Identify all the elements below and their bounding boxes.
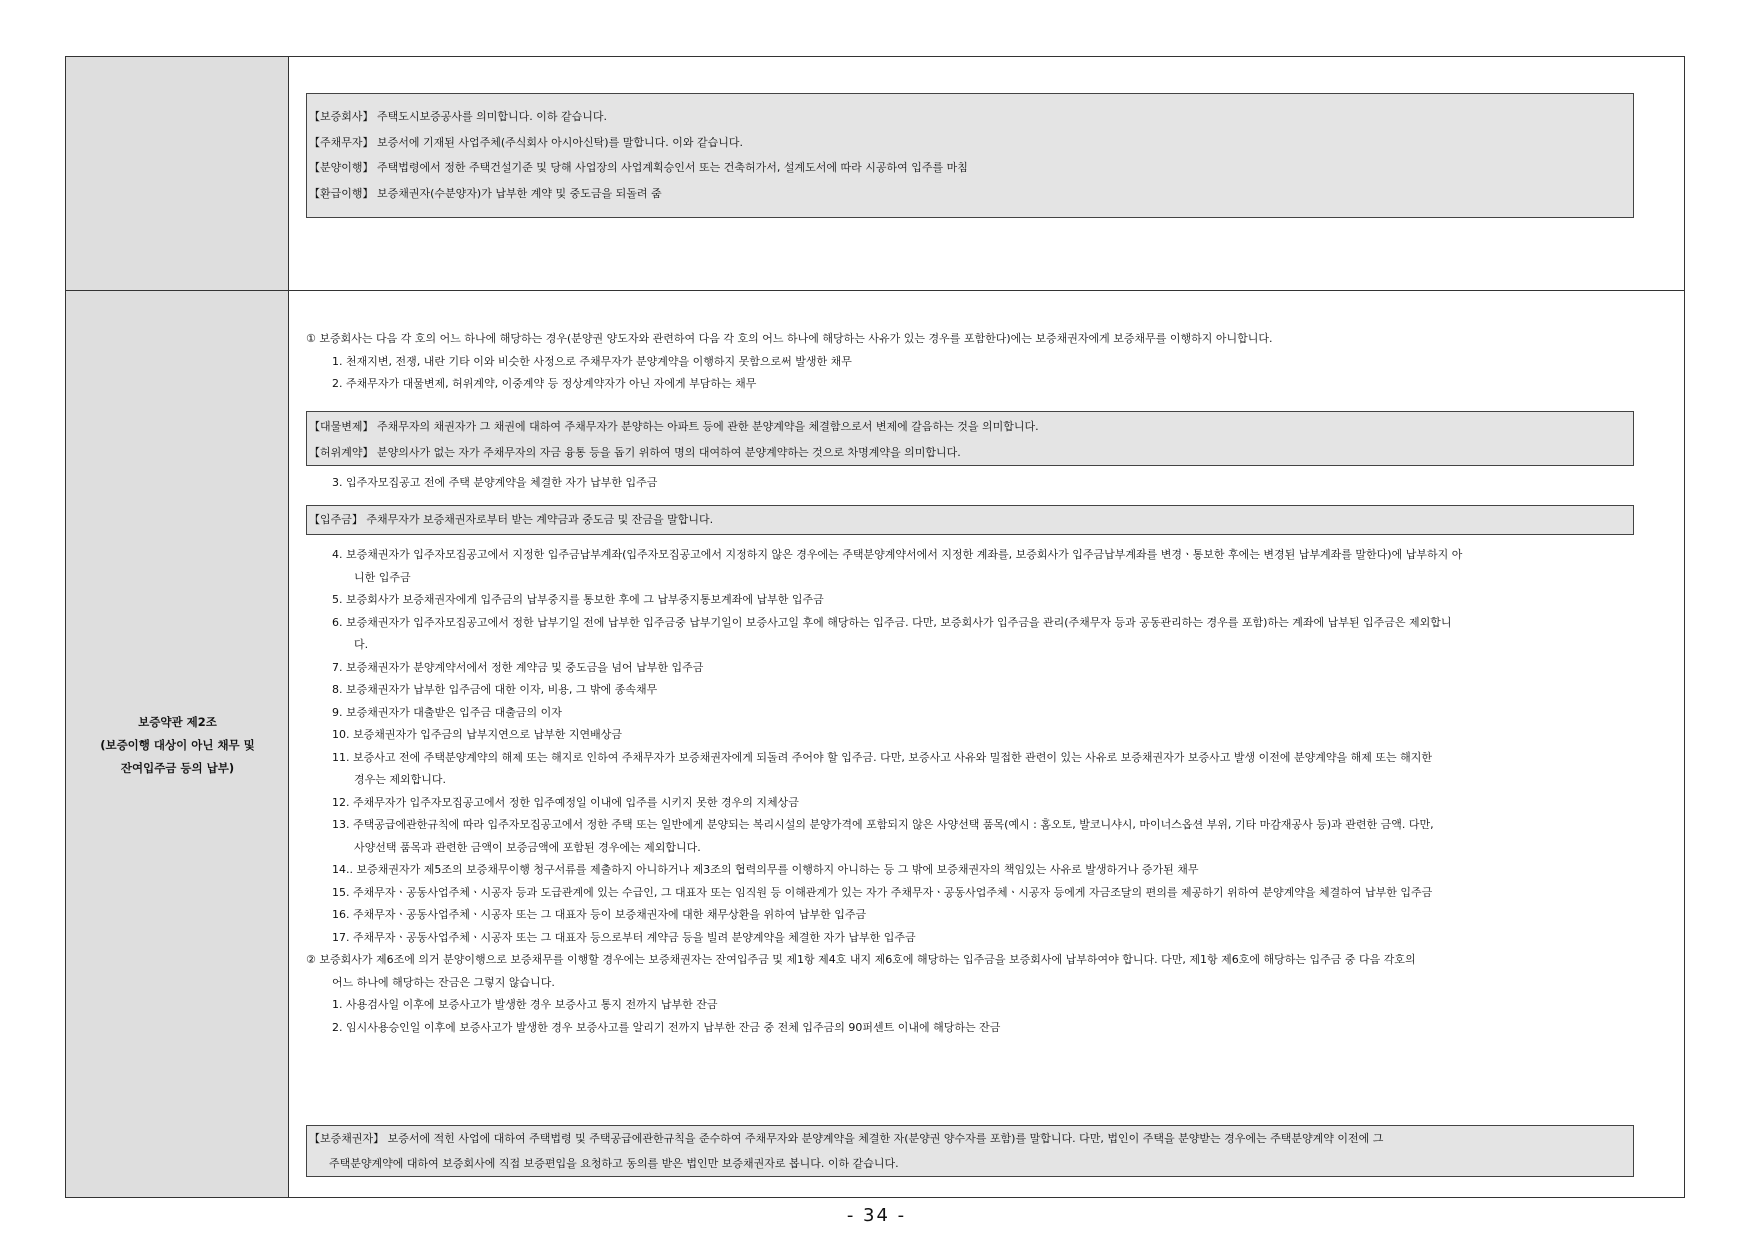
list-item: 6. 보증채권자가 입주자모집공고에서 정한 납부기일 전에 납부한 입주금중 납부기일이 보증사고일 후에 해당하는 입주금. 다만, 보증회사가 입주금을 관리(주채무자 등과 공동관리하는 경우를 포함)하는 계좌에 납부된 입주금은 제외합니 xyxy=(332,615,1452,629)
list-item: 9. 보증채권자가 대출받은 입주금 대출금의 이자 xyxy=(332,705,562,719)
paragraph-item-3 xyxy=(306,472,1674,495)
list-item: 14.. 보증채권자가 제5조의 보증채무이행 청구서류를 제출하지 아니하거나 제3조의 협력의무를 이행하지 아니하는 등 그 밖에 보증채권자의 책임있는 사유로 발생하거나 증가된 채무 xyxy=(332,863,1199,876)
list-item: 1. 사용검사일 이후에 보증사고가 발생한 경우 보증사고 통지 전까지 납부한 잔금 xyxy=(332,998,718,1011)
article-subtitle-line: 잔여입주금 등의 납부) xyxy=(120,761,235,775)
list-item: 7. 보증채권자가 분양계약서에서 정한 계약금 및 중도금을 넘어 납부한 입주금 xyxy=(332,660,704,674)
list-item: 4. 보증채권자가 입주자모집공고에서 지정한 입주금납부계좌(입주자모집공고에서 지정하지 않은 경우에는 주택분양계약서에서 지정한 계좌를, 보증회사가 입주금납부계좌를 변경ㆍ통보한 후에는 변경된 납부계좌를 말한다)에 납부하지 아 xyxy=(332,548,1463,561)
definition-line: 【주채무자】 보증서에 기재된 사업주체(주식회사 아시아신탁)를 말합니다. 이와 같습니다. xyxy=(309,135,743,149)
definition-box xyxy=(306,505,1634,535)
terms-table xyxy=(65,56,1685,1198)
list-item: 10. 보증채권자가 입주금의 납부지연으로 납부한 지연배상금 xyxy=(332,728,622,741)
definition-box xyxy=(306,93,1634,218)
list-item: 12. 주채무자가 입주자모집공고에서 정한 입주예정일 이내에 입주를 시키지 못한 경우의 지체상금 xyxy=(332,795,799,809)
article-title-line: 보증약관 제2조 xyxy=(138,715,217,729)
paragraph-intro: ① 보증회사는 다음 각 호의 어느 하나에 해당하는 경우(분양권 양도자와 관련하여 다음 각 호의 어느 하나에 해당하는 사유가 있는 경우를 포함한다)에는 보증채권자에게 보증채무를 이행하지 아니합니다. xyxy=(306,332,1273,345)
definition-line: 【분양이행】 주택법령에서 정한 주택건설기준 및 당해 사업장의 사업계획승인서 또는 건축허가서, 설계도서에 따라 시공하여 입주를 마침 xyxy=(309,161,968,174)
article-2-row xyxy=(66,291,1684,1197)
definition-line: 【대물변제】 주채무자의 채권자가 그 채권에 대하여 주채무자가 분양하는 아파트 등에 관한 분양계약을 체결함으로서 변제에 갈음하는 것을 의미합니다. xyxy=(309,420,1039,433)
paragraph-2: ② 보증회사가 제6조에 의거 분양이행으로 보증채무를 이행할 경우에는 보증채권자는 잔여입주금 및 제1항 제4호 내지 제6호에 해당하는 입주금을 보증회사에 납부하여야 합니다. 다만, 제1항 제6호에 해당하는 입주금 중 다음 각호의 xyxy=(306,953,1416,966)
article-label-cell xyxy=(66,291,289,1197)
list-item: 13. 주택공급에관한규칙에 따라 입주자모집공고에서 정한 주택 또는 일반에게 분양되는 복리시설의 분양가격에 포함되지 않은 사양선택 품목(예시 : 홈오토, 발코니샤시, 마이너스옵션 부위, 기타 마감재공사 등)과 관련한 금액. 다만, xyxy=(332,818,1434,831)
definition-line: 【보증채권자】 보증서에 적힌 사업에 대하여 주택법령 및 주택공급에관한규칙을 준수하여 주채무자와 분양계약을 체결한 자(분양권 양수자를 포함)를 말합니다. 다만, 법인이 주택을 분양받는 경우에는 주택분양계약 이전에 그 xyxy=(309,1132,1384,1145)
row-label-cell xyxy=(66,57,289,290)
list-item: 16. 주채무자ㆍ공동사업주체ㆍ시공자 또는 그 대표자 등이 보증채권자에 대한 채무상환을 위하여 납부한 입주금 xyxy=(332,908,867,921)
list-item: 17. 주채무자ㆍ공동사업주체ㆍ시공자 또는 그 대표자 등으로부터 계약금 등을 빌려 분양계약을 체결한 자가 납부한 입주금 xyxy=(332,930,916,944)
row-content-cell xyxy=(290,57,1684,290)
definition-line: 【허위계약】 분양의사가 없는 자가 주채무자의 자금 융통 등을 돕기 위하여 명의 대여하여 분양계약하는 것으로 차명계약을 의미합니다. xyxy=(309,446,961,459)
list-item-continuation: 사양선택 품목과 관련한 금액이 보증금액에 포함된 경우에는 제외합니다. xyxy=(354,840,701,854)
list-item: 1. 천재지변, 전쟁, 내란 기타 이와 비슷한 사정으로 주채무자가 분양계약을 이행하지 못함으로써 발생한 채무 xyxy=(332,354,852,368)
paragraph-1 xyxy=(306,328,1674,396)
list-item: 3. 입주자모집공고 전에 주택 분양계약을 체결한 자가 납부한 입주금 xyxy=(332,476,658,489)
article-content-cell xyxy=(290,291,1684,1197)
list-item-continuation: 다. xyxy=(354,638,369,651)
list-item: 2. 임시사용승인일 이후에 보증사고가 발생한 경우 보증사고를 알리기 전까지 납부한 잔금 중 전체 입주금의 90퍼센트 이내에 해당하는 잔금 xyxy=(332,1020,1001,1034)
article-title xyxy=(66,711,289,780)
list-item: 5. 보증회사가 보증채권자에게 입주금의 납부중지를 통보한 후에 그 납부중지통보계좌에 납부한 입주금 xyxy=(332,593,824,606)
list-item-continuation: 경우는 제외합니다. xyxy=(354,773,447,786)
list-item: 8. 보증채권자가 납부한 입주금에 대한 이자, 비용, 그 밖에 종속채무 xyxy=(332,683,658,696)
list-item-continuation: 니한 입주금 xyxy=(354,570,411,584)
definition-line: 【환급이행】 보증채권자(수분양자)가 납부한 계약 및 중도금을 되돌려 줌 xyxy=(309,186,662,200)
definitions-row xyxy=(66,57,1684,291)
definition-line: 【보증회사】 주택도시보증공사를 의미합니다. 이하 같습니다. xyxy=(309,110,608,123)
list-item: 2. 주채무자가 대물변제, 허위계약, 이중계약 등 정상계약자가 아닌 자에게 부담하는 채무 xyxy=(332,377,757,390)
definition-box xyxy=(306,411,1634,466)
definition-line: 【입주금】 주채무자가 보증채권자로부터 받는 계약금과 중도금 및 잔금을 말합니다. xyxy=(309,513,714,526)
article-subtitle-line: (보증이행 대상이 아닌 채무 및 xyxy=(100,738,255,752)
paragraph-2-continuation: 어느 하나에 해당하는 잔금은 그렇지 않습니다. xyxy=(332,975,555,989)
item-list xyxy=(306,544,1674,1039)
list-item: 11. 보증사고 전에 주택분양계약의 해제 또는 해지로 인하여 주채무자가 보증채권자에게 되돌려 주어야 할 입주금. 다만, 보증사고 사유와 밀접한 관련이 있는 사유로 보증채권자가 보증사고 발생 이전에 분양계약을 해제 또는 해지한 xyxy=(332,750,1432,764)
page-number: - 34 - xyxy=(846,1205,907,1226)
definition-box xyxy=(306,1125,1634,1177)
list-item: 15. 주채무자ㆍ공동사업주체ㆍ시공자 등과 도급관계에 있는 수급인, 그 대표자 또는 임직원 등 이해관계가 있는 자가 주채무자ㆍ공동사업주체ㆍ시공자 등에게 자금조달의 편의를 제공하기 위하여 분양계약을 체결하여 납부한 입주금 xyxy=(332,885,1433,899)
definition-line: 주택분양계약에 대하여 보증회사에 직접 보증편입을 요청하고 동의를 받은 법인만 보증채권자로 봅니다. 이하 같습니다. xyxy=(329,1157,899,1170)
